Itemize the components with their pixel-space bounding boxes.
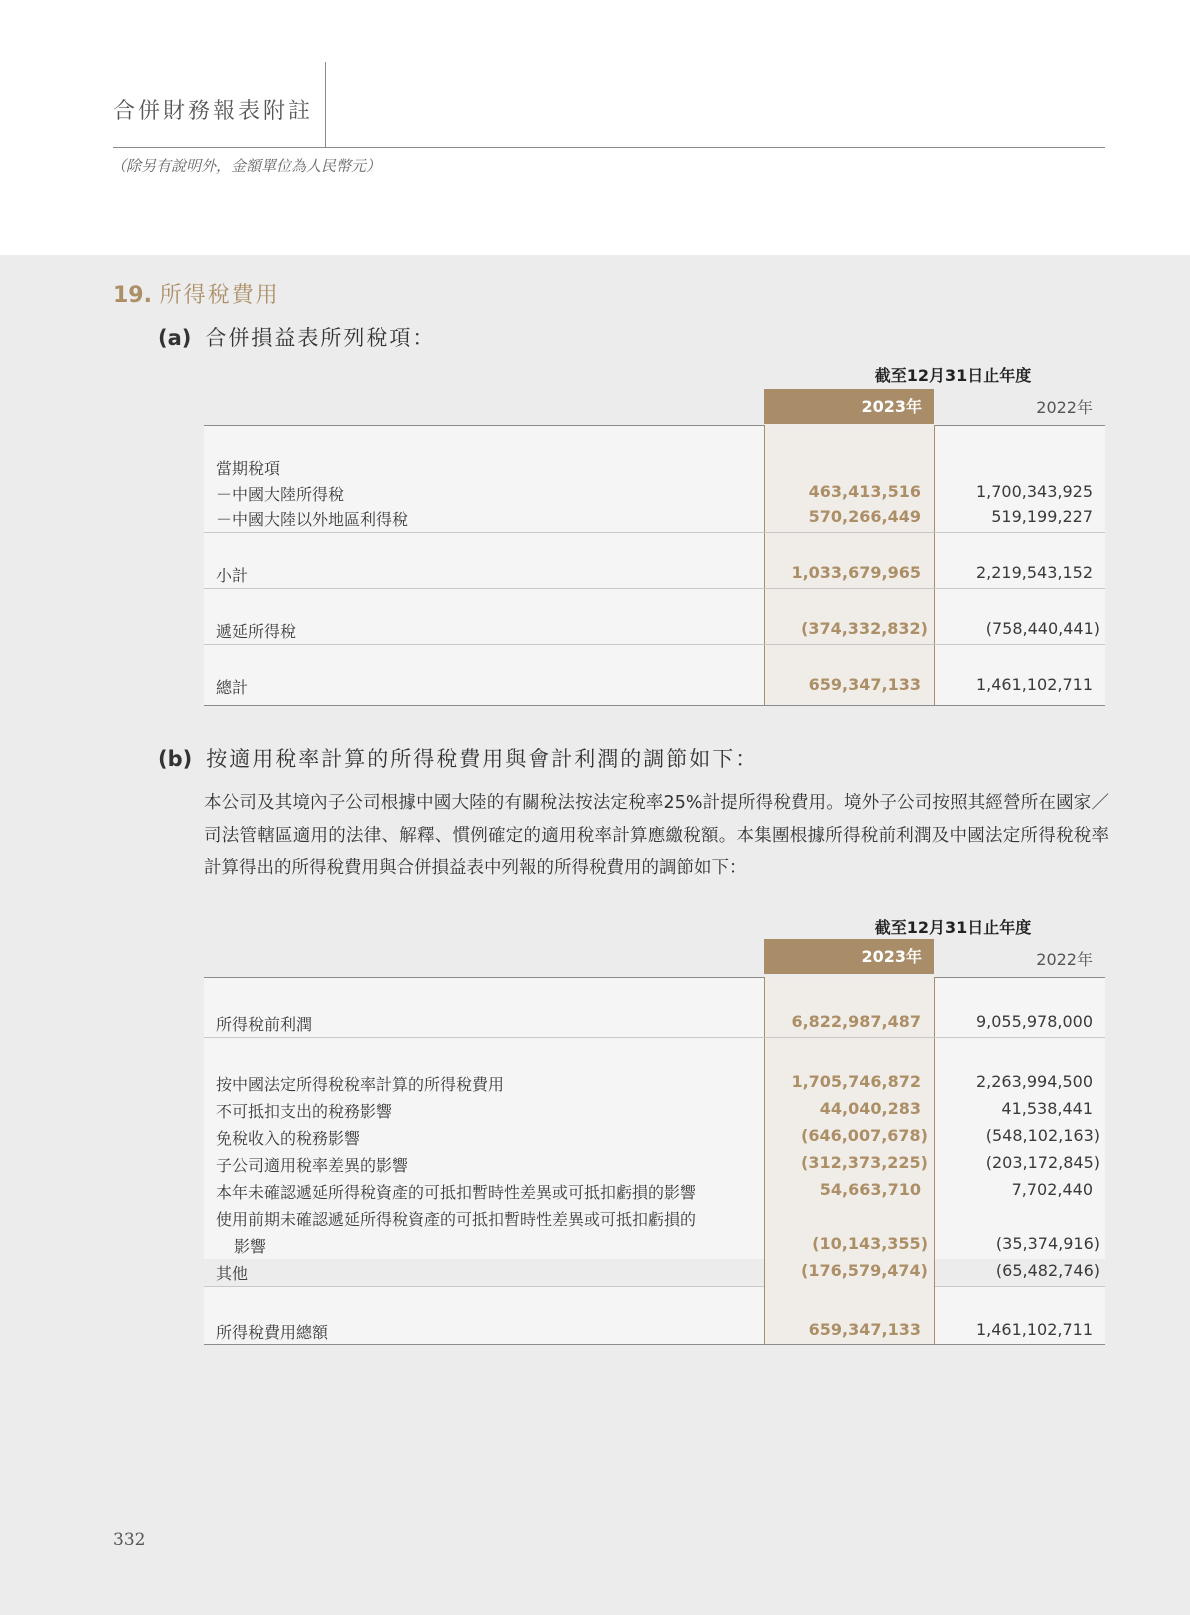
table-row [204, 482, 1105, 509]
table-row [204, 563, 1105, 590]
value-2022: 9,055,978,000 [975, 1012, 1093, 1031]
value-2023: 1,705,746,872 [791, 1072, 921, 1091]
table-row [204, 1072, 1105, 1099]
value-2022: (758,440,441) [985, 619, 1100, 638]
table-row [204, 1126, 1105, 1153]
row-label: 不可抵扣支出的稅務影響 [216, 1102, 393, 1121]
value-2023: 570,266,449 [808, 507, 921, 526]
row-label: 子公司適用稅率差異的影響 [216, 1156, 409, 1175]
value-2023: 1,033,679,965 [791, 563, 921, 582]
value-2023: (374,332,832) [801, 619, 928, 638]
table-b-year-prior: 2022年 [1036, 950, 1093, 969]
value-2023: 659,347,133 [808, 675, 921, 694]
value-2023: (646,007,678) [801, 1126, 928, 1145]
value-2023: 54,663,710 [819, 1180, 921, 1199]
row-label: 使用前期未確認遞延所得稅資產的可抵扣暫時性差異或可抵扣虧損的 [216, 1210, 697, 1229]
value-2023: (10,143,355) [812, 1234, 928, 1253]
page-top-band [0, 0, 1190, 255]
table-a-year-current: 2023年 [764, 389, 934, 424]
value-2022: 41,538,441 [1001, 1099, 1093, 1118]
table-row [204, 1012, 1105, 1039]
part-a-heading [158, 322, 435, 352]
table-row [204, 1320, 1105, 1347]
section-title [113, 278, 280, 309]
header-divider-horizontal [113, 147, 1105, 148]
part-b-heading-text: 按適用稅率計算的所得稅費用與會計利潤的調節如下： [206, 747, 759, 771]
table-a-year-prior: 2022年 [1036, 398, 1093, 417]
value-2023: (312,373,225) [801, 1153, 928, 1172]
part-a-marker: (a) [158, 326, 192, 350]
part-b-paragraph: 本公司及其境內子公司根據中國大陸的有關稅法按法定稅率25%計提所得稅費用。境外子公司按照其經營所在國家／司法管轄區適用的法律、解釋、慣例確定的適用稅率計算應繳稅額。本集團根據所得稅前利潤及中國法定所得稅稅率計算得出的所得稅費用與合併損益表中列報的所得稅費用的調節如下： [204, 793, 1109, 878]
header-divider-vertical [325, 62, 326, 147]
row-label: 遞延所得稅 [216, 622, 297, 641]
row-label: 本年未確認遞延所得稅資產的可抵扣暫時性差異或可抵扣虧損的影響 [216, 1183, 697, 1202]
table-row [204, 1261, 1105, 1288]
value-2022: 1,700,343,925 [975, 482, 1093, 501]
value-2023: 6,822,987,487 [791, 1012, 921, 1031]
value-2023: 659,347,133 [808, 1320, 921, 1339]
value-2022: 7,702,440 [1011, 1180, 1093, 1199]
value-2022: 1,461,102,711 [975, 1320, 1093, 1339]
row-label: 所得稅前利潤 [216, 1015, 313, 1034]
part-b-heading [158, 743, 758, 773]
table-row [204, 1153, 1105, 1180]
row-label: 其他 [216, 1264, 249, 1283]
page-header-title: 合併財務報表附註 [113, 99, 314, 124]
value-2023: 463,413,516 [808, 482, 921, 501]
table-row [204, 1234, 1105, 1261]
row-label: －中國大陸所得稅 [216, 485, 345, 504]
table-b [204, 912, 1105, 1352]
part-a-heading-text: 合併損益表所列稅項： [205, 326, 436, 350]
table-row [204, 1180, 1105, 1207]
table-a-period-label: 截至12月31日止年度 [874, 366, 1032, 385]
table-row [204, 507, 1105, 534]
table-a [204, 360, 1105, 710]
table-row [204, 456, 1105, 483]
value-2022: (548,102,163) [985, 1126, 1100, 1145]
table-row [204, 1099, 1105, 1126]
page-header-subtitle: （除另有說明外，金額單位為人民幣元） [111, 157, 382, 175]
row-label: 影響 [234, 1237, 267, 1256]
value-2023: (176,579,474) [801, 1261, 928, 1280]
value-2022: 519,199,227 [991, 507, 1093, 526]
row-label: 當期稅項 [216, 459, 281, 478]
part-b-marker: (b) [158, 747, 193, 771]
section-title-text: 所得稅費用 [159, 283, 280, 308]
table-row [204, 675, 1105, 702]
table-b-year-current: 2023年 [764, 939, 934, 974]
value-2022: (203,172,845) [985, 1153, 1100, 1172]
value-2022: 1,461,102,711 [975, 675, 1093, 694]
table-b-period-label: 截至12月31日止年度 [874, 918, 1032, 937]
section-number: 19. [113, 283, 152, 308]
row-label: 免稅收入的稅務影響 [216, 1129, 361, 1148]
row-label: －中國大陸以外地區利得稅 [216, 510, 409, 529]
value-2022: (65,482,746) [995, 1261, 1100, 1280]
table-row [204, 1207, 1105, 1234]
row-label: 總計 [216, 678, 249, 697]
table-a-bottom-rule [204, 705, 1105, 706]
value-2022: 2,219,543,152 [975, 563, 1093, 582]
value-2022: 2,263,994,500 [975, 1072, 1093, 1091]
row-label: 小計 [216, 566, 249, 585]
table-row [204, 619, 1105, 646]
value-2022: (35,374,916) [995, 1234, 1100, 1253]
page-number: 332 [113, 1530, 146, 1550]
value-2023: 44,040,283 [819, 1099, 921, 1118]
row-label: 所得稅費用總額 [216, 1323, 329, 1342]
row-label: 按中國法定所得稅稅率計算的所得稅費用 [216, 1075, 505, 1094]
